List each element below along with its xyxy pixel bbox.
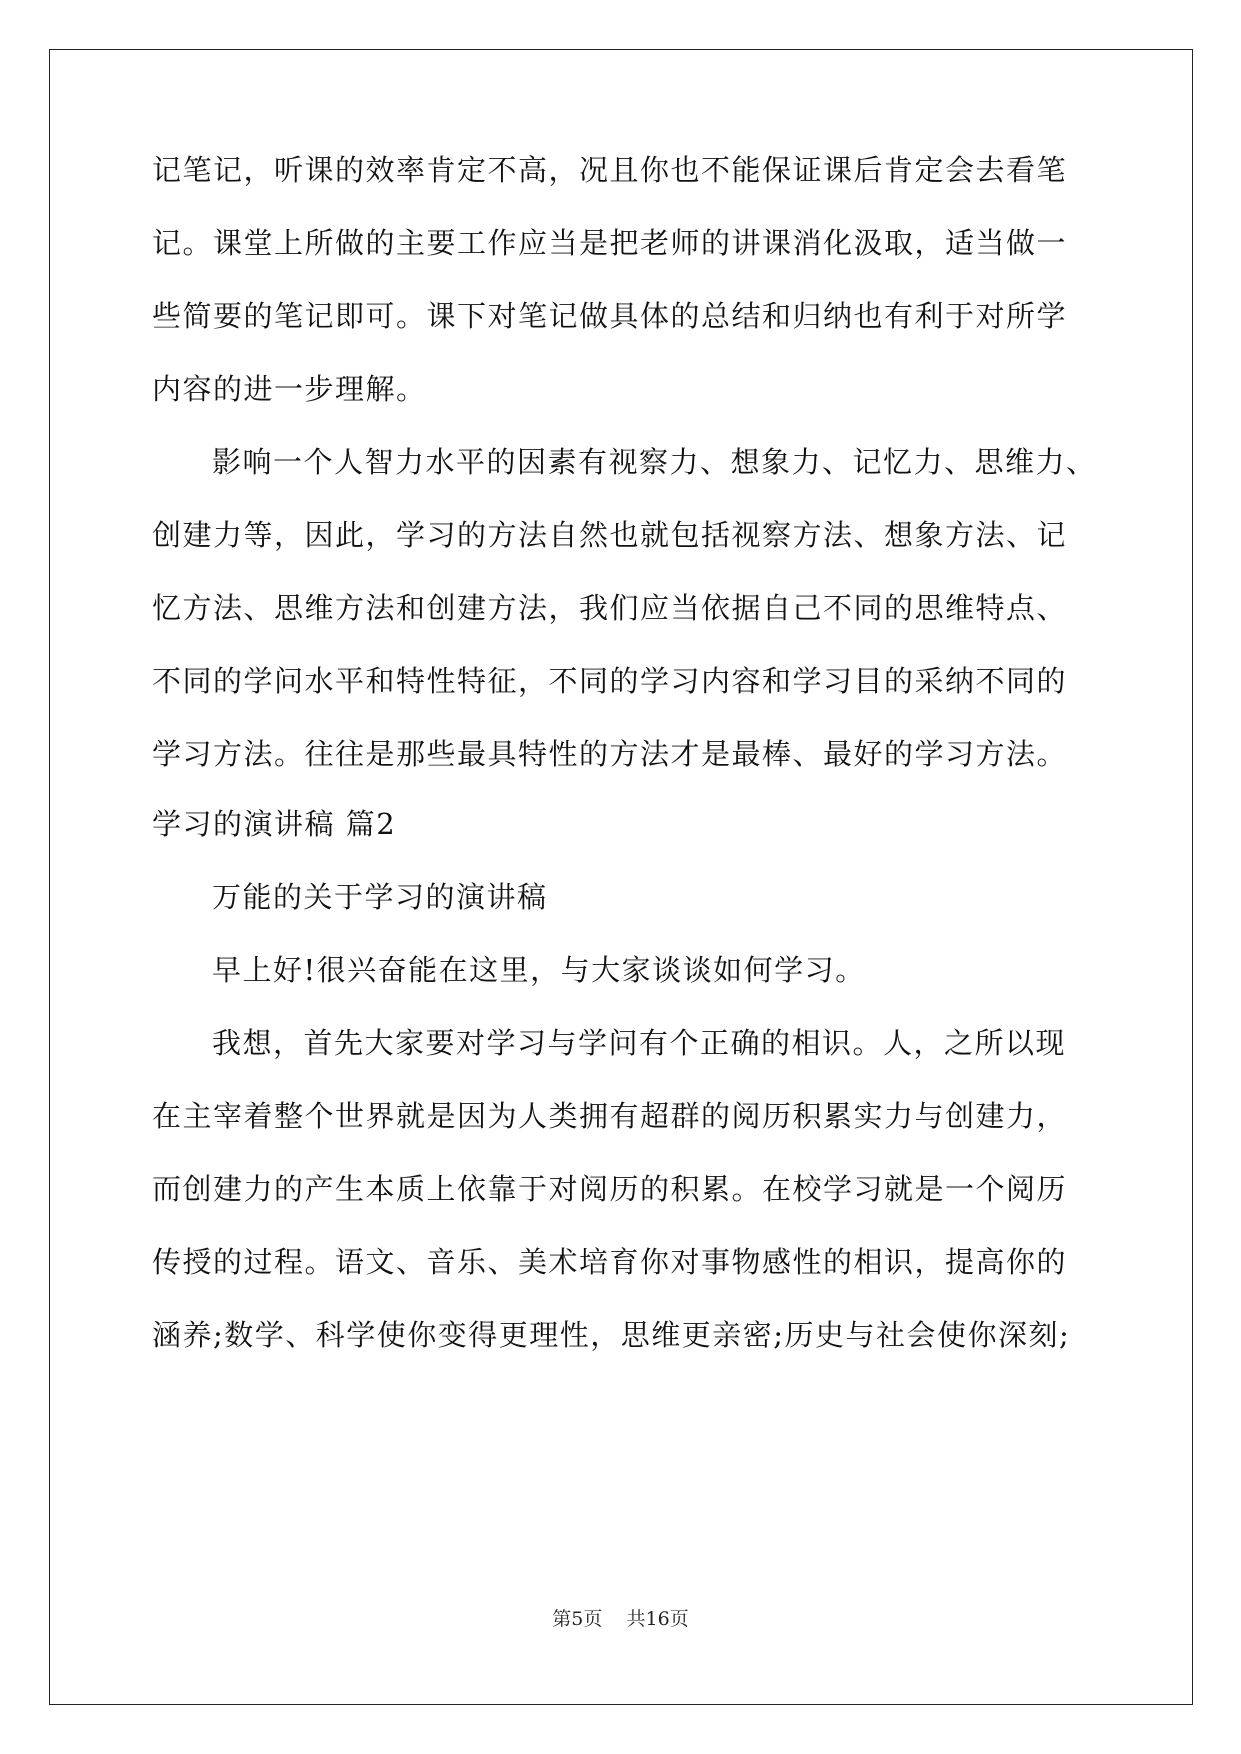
text-line: 我想，首先大家要对学习与学问有个正确的相识。人，之所以现: [212, 1026, 1067, 1060]
page-number: 第5页: [552, 1608, 603, 1630]
text-line: 记笔记，听课的效率肯定不高，况且你也不能保证课后肯定会去看笔: [152, 153, 1068, 187]
text-line: 创建力等，因此，学习的方法自然也就包括视察方法、想象方法、记: [152, 518, 1068, 552]
text-line: 些简要的笔记即可。课下对笔记做具体的总结和归纳也有利于对所学: [152, 299, 1068, 333]
text-line: 影响一个人智力水平的因素有视察力、想象力、记忆力、思维力、: [212, 445, 1097, 479]
text-line: 内容的进一步理解。: [152, 372, 427, 406]
page-total: 共16页: [626, 1608, 689, 1630]
text-line: 不同的学问水平和特性特征，不同的学习内容和学习目的采纳不同的: [152, 664, 1068, 698]
text-line: 学习方法。往往是那些最具特性的方法才是最棒、最好的学习方法。: [152, 737, 1068, 771]
text-line: 涵养;数学、科学使你变得更理性，思维更亲密;历史与社会使你深刻;: [152, 1318, 1071, 1352]
subtitle: 万能的关于学习的演讲稿: [212, 880, 548, 914]
text-line: 早上好!很兴奋能在这里，与大家谈谈如何学习。: [212, 953, 866, 987]
section-heading: 学习的演讲稿 篇2: [152, 807, 397, 841]
text-line: 在主宰着整个世界就是因为人类拥有超群的阅历积累实力与创建力，: [152, 1099, 1068, 1133]
text-line: 记。课堂上所做的主要工作应当是把老师的讲课消化汲取，适当做一: [152, 226, 1068, 260]
text-line: 而创建力的产生本质上依靠于对阅历的积累。在校学习就是一个阅历: [152, 1172, 1068, 1206]
text-line: 忆方法、思维方法和创建方法，我们应当依据自己不同的思维特点、: [152, 591, 1068, 625]
page-footer: [0, 1607, 1241, 1631]
text-line: 传授的过程。语文、音乐、美术培育你对事物感性的相识，提高你的: [152, 1245, 1068, 1279]
